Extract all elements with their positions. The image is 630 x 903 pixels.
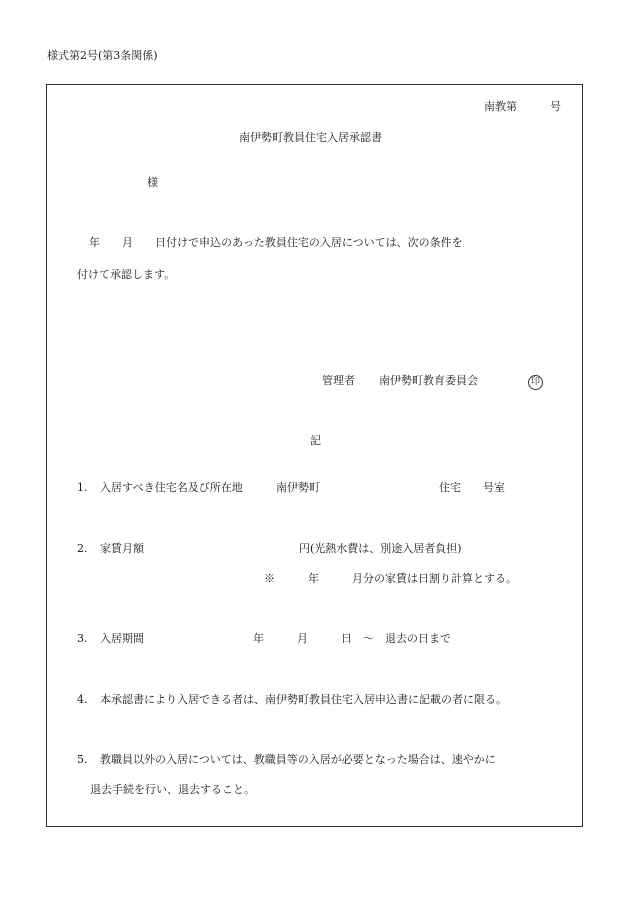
document-frame (46, 84, 583, 827)
item-3-period: 年 月 日 ～ 退去の日まで (253, 632, 451, 645)
administrator-role: 管理者 (322, 374, 355, 387)
item-2-label: 家賃月額 (100, 542, 144, 555)
form-label: 様式第2号(第3条関係) (47, 49, 158, 62)
seal-stamp: 印 (528, 375, 543, 390)
ki-heading: 記 (310, 434, 321, 447)
document-number: 南教第 号 (484, 100, 561, 113)
document-title: 南伊勢町教員住宅入居承認書 (239, 131, 382, 144)
item-2-yen: 円(光熱水費は、別途入居者負担) (299, 542, 462, 555)
item-5-number: 5. (77, 753, 88, 766)
item-2-note: ※ 年 月分の家賃は日割り計算とする。 (264, 572, 517, 585)
item-3-label: 入居期間 (100, 632, 144, 645)
addressee-suffix: 様 (147, 176, 158, 189)
item-2-number: 2. (77, 542, 88, 555)
item-4-number: 4. (77, 693, 88, 706)
item-1-town: 南伊勢町 (276, 481, 320, 494)
item-5-line-2: 退去手続を行い、退去すること。 (90, 783, 255, 796)
item-1-label: 入居すべき住宅名及び所在地 (100, 481, 243, 494)
body-line-1: 年 月 日付けで申込のあった教員住宅の入居については、次の条件を (89, 236, 463, 249)
administrator-name: 南伊勢町教育委員会 (379, 374, 478, 387)
item-1-number: 1. (77, 481, 88, 494)
item-3-number: 3. (77, 632, 88, 645)
item-1-house: 住宅 号室 (439, 481, 505, 494)
item-5-line-1: 教職員以外の入居については、教職員等の入居が必要となった場合は、速やかに (100, 753, 496, 766)
body-line-2: 付けて承認します。 (77, 268, 176, 281)
item-4-text: 本承認書により入居できる者は、南伊勢町教員住宅入居申込書に記載の者に限る。 (100, 693, 507, 706)
